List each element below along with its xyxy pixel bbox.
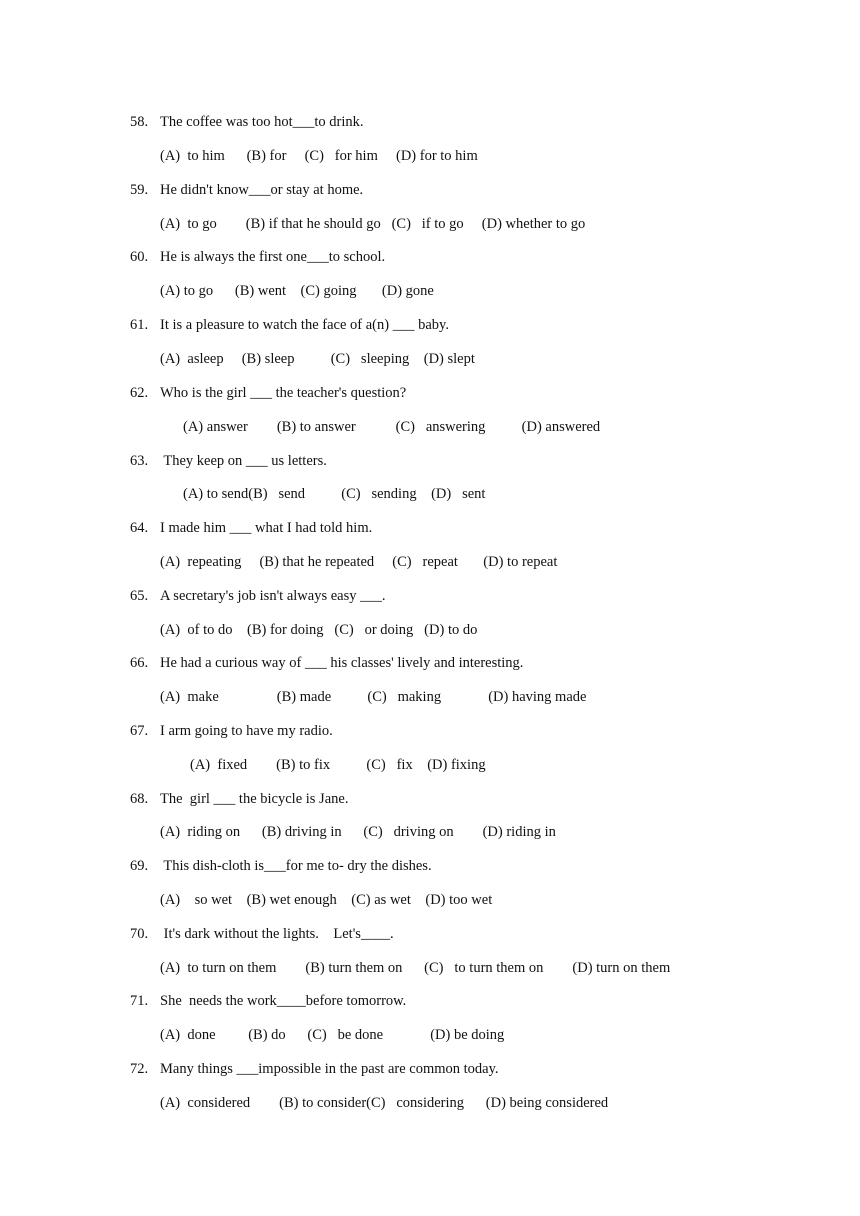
question-stem: She needs the work____before tomorrow. (160, 993, 407, 1009)
options-62: (A) answer (B) to answer (C) answering (D) answered (183, 419, 601, 435)
question-number: 62. (130, 385, 149, 401)
question-number: 61. (130, 317, 149, 333)
question-stem: A secretary's job isn't always easy ___. (160, 588, 386, 604)
options-72: (A) considered (B) to consider(C) considering (D) being considered (160, 1095, 609, 1111)
question-stem: It is a pleasure to watch the face of a(n) ___ baby. (160, 317, 449, 333)
question-72 (130, 1060, 499, 1078)
question-65 (130, 587, 386, 605)
question-70 (130, 925, 394, 943)
question-stem: The girl ___ the bicycle is Jane. (160, 791, 349, 807)
options-66: (A) make (B) made (C) making (D) having made (160, 689, 587, 705)
options-67: (A) fixed (B) to fix (C) fix (D) fixing (190, 757, 486, 773)
question-stem: They keep on ___ us letters. (160, 453, 327, 469)
question-stem: The coffee was too hot___to drink. (160, 114, 364, 130)
question-71 (130, 992, 406, 1010)
question-stem: I made him ___ what I had told him. (160, 520, 373, 536)
question-66 (130, 654, 523, 672)
question-59 (130, 181, 363, 199)
options-65: (A) of to do (B) for doing (C) or doing (D) to do (160, 622, 478, 638)
question-number: 72. (130, 1061, 149, 1077)
question-number: 68. (130, 791, 149, 807)
options-60: (A) to go (B) went (C) going (D) gone (160, 283, 434, 299)
options-64: (A) repeating (B) that he repeated (C) repeat (D) to repeat (160, 554, 558, 570)
question-number: 67. (130, 723, 149, 739)
question-60 (130, 248, 385, 266)
options-68: (A) riding on (B) driving in (C) driving on (D) riding in (160, 824, 556, 840)
question-stem: I arm going to have my radio. (160, 723, 333, 739)
question-number: 58. (130, 114, 149, 130)
question-number: 70. (130, 926, 149, 942)
question-64 (130, 519, 372, 537)
question-number: 59. (130, 182, 149, 198)
options-61: (A) asleep (B) sleep (C) sleeping (D) slept (160, 351, 475, 367)
question-number: 60. (130, 249, 149, 265)
question-58 (130, 113, 364, 131)
question-number: 69. (130, 858, 149, 874)
question-stem: Many things ___impossible in the past are common today. (160, 1061, 499, 1077)
question-number: 65. (130, 588, 149, 604)
question-number: 71. (130, 993, 149, 1009)
question-number: 64. (130, 520, 149, 536)
question-68 (130, 790, 348, 808)
question-63 (130, 452, 327, 470)
question-stem: He had a curious way of ___ his classes' lively and interesting. (160, 655, 524, 671)
question-number: 63. (130, 453, 149, 469)
question-stem: Who is the girl ___ the teacher's question? (160, 385, 407, 401)
question-number: 66. (130, 655, 149, 671)
options-70: (A) to turn on them (B) turn them on (C) to turn them on (D) turn on them (160, 960, 671, 976)
question-61 (130, 316, 449, 334)
question-stem: He is always the first one___to school. (160, 249, 386, 265)
options-71: (A) done (B) do (C) be done (D) be doing (160, 1027, 505, 1043)
question-62 (130, 384, 406, 402)
question-67 (130, 722, 333, 740)
options-63: (A) to send(B) send (C) sending (D) sent (183, 486, 486, 502)
options-69: (A) so wet (B) wet enough (C) as wet (D) too wet (160, 892, 493, 908)
options-58: (A) to him (B) for (C) for him (D) for to him (160, 148, 478, 164)
question-stem: He didn't know___or stay at home. (160, 182, 364, 198)
question-69 (130, 857, 432, 875)
question-stem: It's dark without the lights. Let's____. (160, 926, 394, 942)
question-stem: This dish-cloth is___for me to- dry the dishes. (160, 858, 432, 874)
options-59: (A) to go (B) if that he should go (C) if to go (D) whether to go (160, 216, 586, 232)
